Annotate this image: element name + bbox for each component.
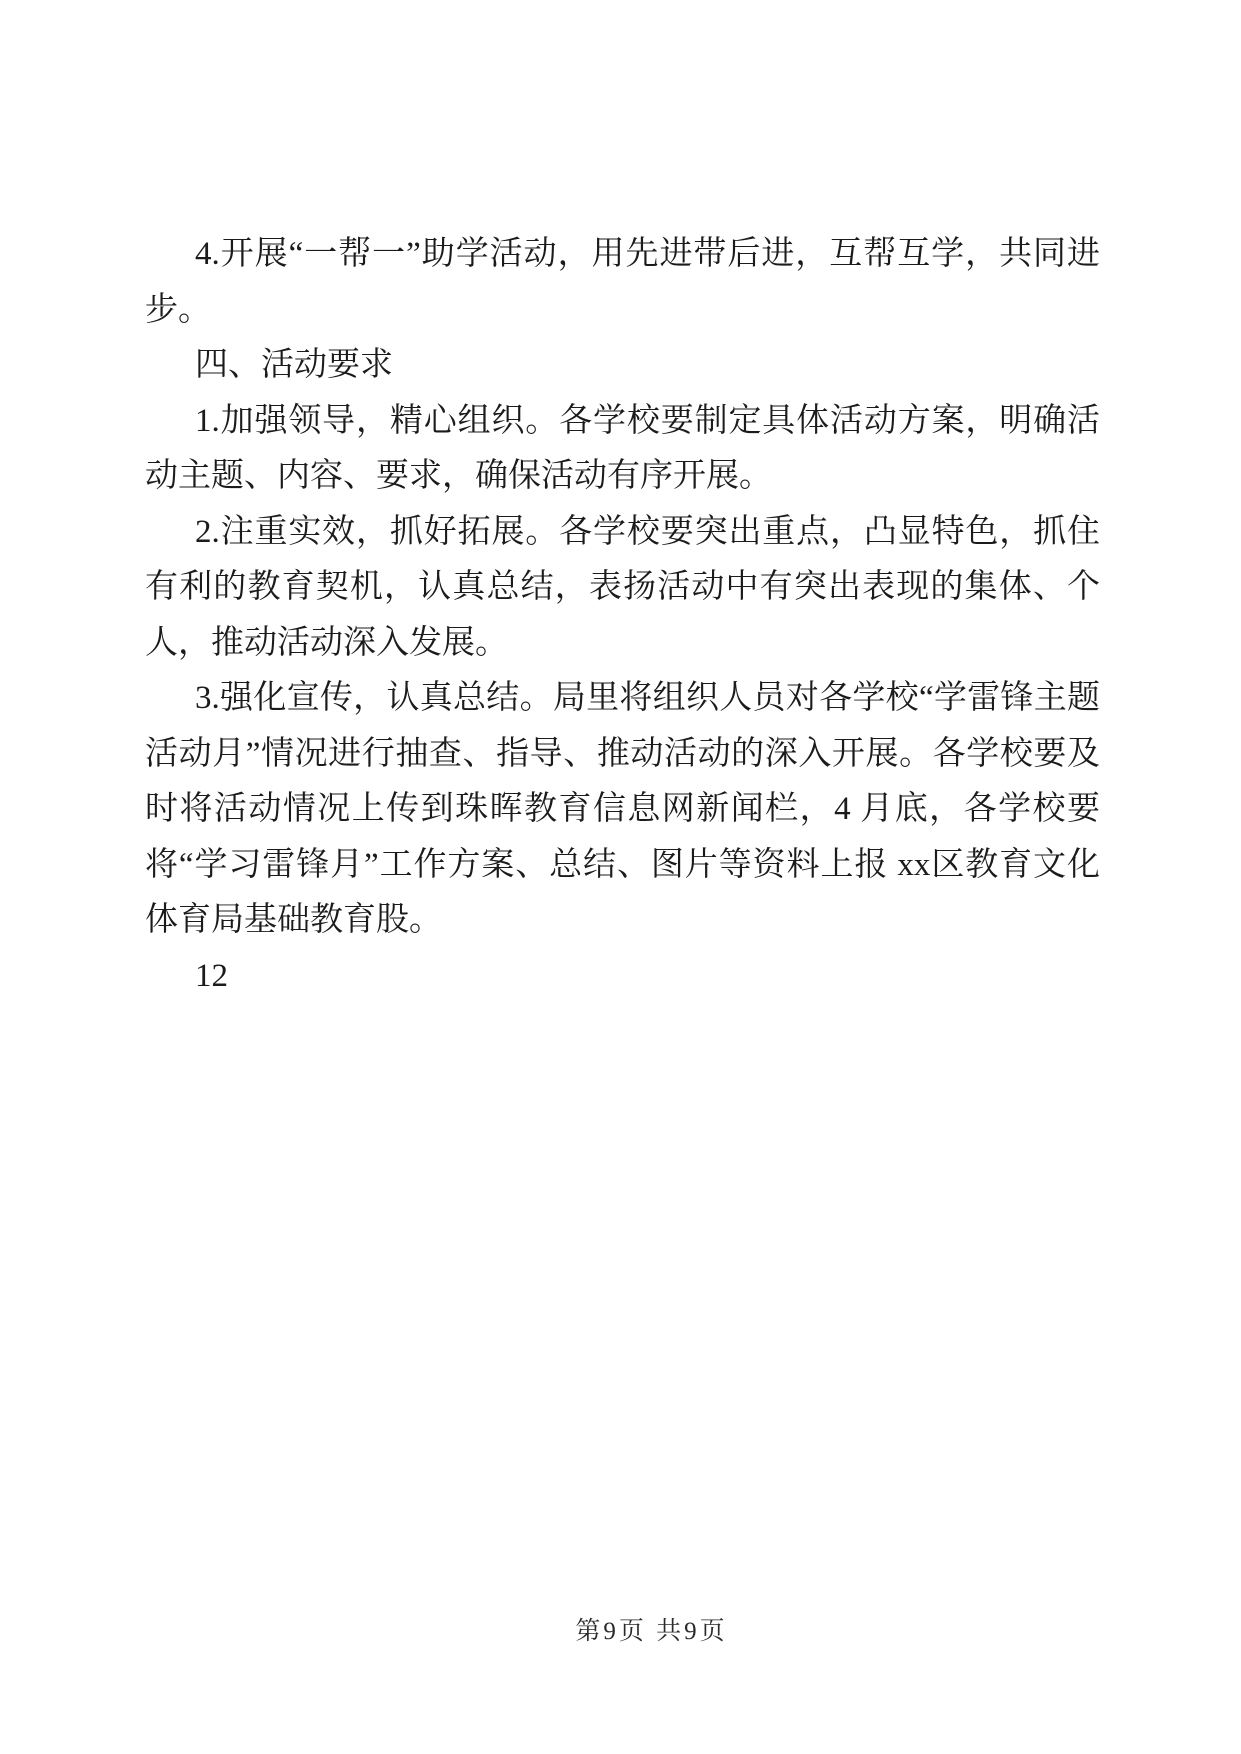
paragraph-requirement-2: 2.注重实效，抓好拓展。各学校要突出重点，凸显特色，抓住有利的教育契机，认真总结，表扬活动中有突出表现的集体、个人，推动活动深入发展。	[145, 513, 1100, 661]
paragraph-item-4: 4.开展“一帮一”助学活动，用先进带后进，互帮互学，共同进步。	[145, 236, 1100, 328]
section-heading-activity-requirements: 四、活动要求	[195, 347, 393, 383]
paragraph-requirement-3: 3.强化宣传，认真总结。局里将组织人员对各学校“学雷锋主题活动月”情况进行抽查、指导、推动活动的深入开展。各学校要及时将活动情况上传到珠晖教育信息网新闻栏，4 月底，各学校要将“学习雷锋月”工作方案、总结、图片等资料上报 xx区教育文化体育局基础教育股。	[145, 680, 1100, 938]
paragraph-trailing-number: 12	[195, 957, 228, 994]
page-footer	[0, 1612, 1241, 1652]
document-body	[145, 227, 1100, 1004]
paragraph-requirement-1: 1.加强领导，精心组织。各学校要制定具体活动方案，明确活动主题、内容、要求，确保活动有序开展。	[145, 402, 1100, 494]
page-number-indicator: 第9页 共9页	[575, 1618, 728, 1645]
